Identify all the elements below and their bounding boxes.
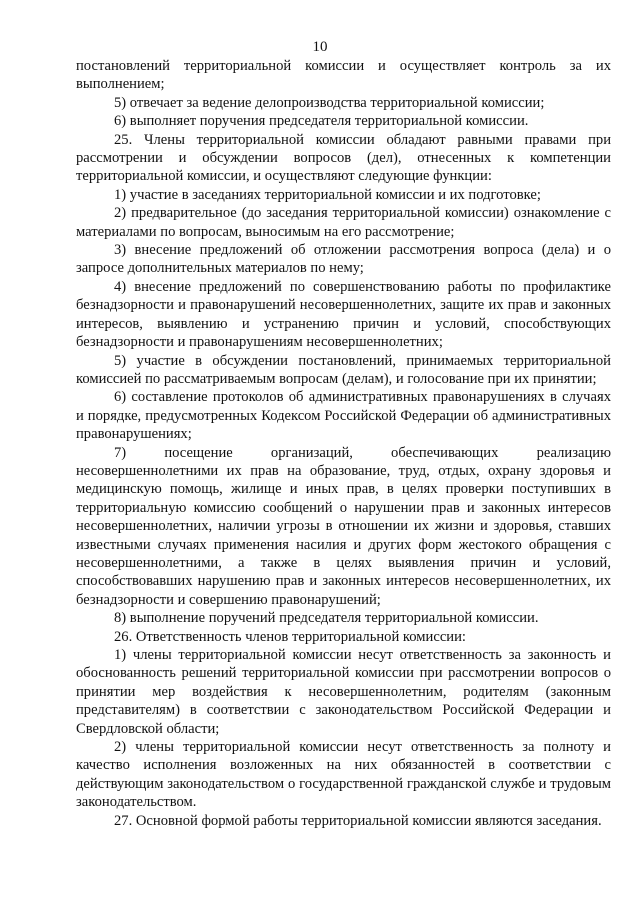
paragraph-item-6: 6) выполняет поручения председателя территориальной комиссии. [114, 113, 529, 130]
paragraph-function-3: 3) внесение предложений об отложении рассмотрения вопроса (дела) и о запросе дополнительных материалов по нему; [76, 242, 611, 277]
paragraph-function-8: 8) выполнение поручений председателя территориальной комиссии. [114, 610, 539, 627]
paragraph-clause-27: 27. Основной формой работы территориальной комиссии являются заседания. [114, 812, 602, 829]
page-number: 10 [312, 39, 328, 55]
paragraph-clause-26: 26. Ответственность членов территориальной комиссии: [114, 628, 466, 645]
paragraph-responsibility-2: 2) члены территориальной комиссии несут ответственность за полноту и качество исполнения возложенных на них обязанностей в соответствии с действующим законодательством о государственной гражданской службе и трудовым законодательством. [76, 739, 611, 811]
paragraph-function-4: 4) внесение предложений по совершенствованию работы по профилактике безнадзорности и правонарушений несовершеннолетних, защите их прав и законных интересов, выявлению и устранению причин и условий, способствующих безнадзорности и правонарушениям несовершеннолетних; [76, 278, 611, 351]
document-body [76, 57, 611, 830]
paragraph-function-1: 1) участие в заседаниях территориальной комиссии и их подготовке; [114, 186, 541, 203]
paragraph-function-7: 7) посещение организаций, обеспечивающих реализацию несовершеннолетними их прав на образование, труд, отдых, охрану здоровья и медицинскую помощь, жилище и иных прав, в целях проверки поступивших в территориальную комиссию сообщений о нарушении прав и законных интересов несовершеннолетних, наличии угрозы в отношении их жизни и здоровья, ставших известными случаях применения насилия и других форм жестокого обращения с несовершеннолетними, а также в целях выявления причин и условий, способствовавших нарушению прав и законных интересов несовершеннолетних, их безнадзорности и совершению правонарушений; [76, 444, 611, 608]
paragraph-function-5: 5) участие в обсуждении постановлений, принимаемых территориальной комиссией по рассматриваемым вопросам (делам), и голосование при их принятии; [76, 352, 611, 387]
paragraph-responsibility-1: 1) члены территориальной комиссии несут ответственность за законность и обоснованность решений территориальной комиссии при рассмотрении вопросов о принятии мер воздействия к несовершеннолетним, родителям (законным представителям) в соответствии с законодательством Российской Федерации и Свердловской области; [76, 647, 611, 737]
paragraph-function-6: 6) составление протоколов об административных правонарушениях в случаях и порядке, предусмотренных Кодексом Российской Федерации об административных правонарушениях; [76, 389, 611, 443]
paragraph-function-2: 2) предварительное (до заседания территориальной комиссии) ознакомление с материалами по вопросам, выносимым на его рассмотрение; [76, 205, 611, 240]
paragraph-clause-25: 25. Члены территориальной комиссии обладают равными правами при рассмотрении и обсуждении вопросов (дел), отнесенных к компетенции территориальной комиссии, и осуществляют следующие функции: [76, 131, 611, 185]
paragraph-continuation: постановлений территориальной комиссии и осуществляет контроль за их выполнением; [76, 58, 611, 93]
paragraph-item-5: 5) отвечает за ведение делопроизводства территориальной комиссии; [114, 94, 545, 111]
